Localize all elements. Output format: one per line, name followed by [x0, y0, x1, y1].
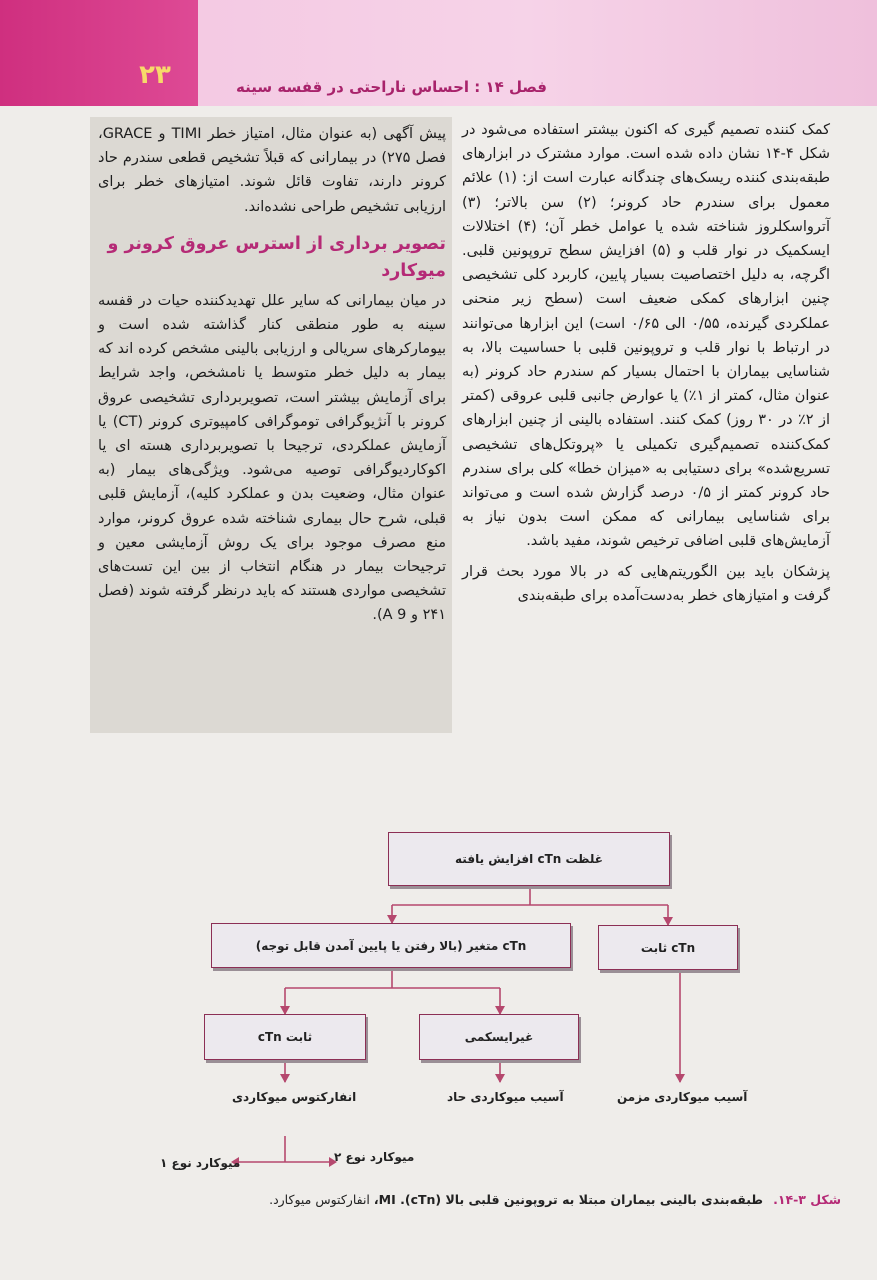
caption-text: طبقه‌بندی بالینی بیماران مبتلا به تروپونین قلبی بالا (cTn). MI، [373, 1192, 764, 1207]
flowchart-label-type2: میوکارد نوع ۲ [334, 1150, 415, 1164]
flowchart-box-nonischemic: غیرایسکمی [419, 1014, 579, 1060]
flowchart-box-stable-ctn: cTn ثابت [598, 925, 738, 970]
flowchart-label-chronic-injury: آسیب میوکاردی مزمن [617, 1090, 748, 1104]
flowchart-label-infarction: انفارکتوس میوکاردی [232, 1090, 357, 1104]
figure-number: شکل ۳-۱۴. [773, 1192, 841, 1207]
page-number: ۲۳ [139, 60, 171, 90]
flowchart-label-acute-injury: آسیب میوکاردی حاد [447, 1090, 564, 1104]
section-heading: تصویر برداری از استرس عروق کرونر و میوکارد [107, 233, 446, 281]
right-paragraph-2: پزشکان باید بین الگوریتم‌هایی که در بالا مورد بحث قرار گرفت و امتیازهای خطر به‌دست‌آمده برای طبقه‌بندی [462, 563, 830, 604]
caption-tail: انفارکتوس میوکارد. [269, 1192, 370, 1207]
left-paragraph-1: پیش آگهی (به عنوان مثال، امتیاز خطر TIMI و GRACE، فصل ۲۷۵) در بیمارانی که قبلاً تشخیص قطعی سندرم حاد کرونر دارند، تفاوت قائل شوند. امتیازهای خطر برای ارزیابی تشخیص طراحی نشده‌اند. [98, 126, 446, 215]
left-paragraph-2: در میان بیمارانی که سایر علل تهدیدکننده حیات در قفسه سینه به طور منطقی کنار گذاشته شده است و بیومارکرهای سریالی و ارزیابی بالینی مشخص کرده اند که بیمار به دلیل خطر متوسط یا نامشخص، واجد شرایط برای آزمایش بیشتر است، تصویربرداری تشخیصی عروق کرونر با آنژیوگرافی توموگرافی کامپیوتری کرونر (CT) یا آزمایش عملکردی، ترجیحا با تصویربرداری هسته ای یا اکوکاردیوگرافی توصیه می‌شود. ویژگی‌های بیمار (به عنوان مثال، وضعیت بدن و عملکرد کلیه)، آزمایش قلبی قبلی، شرح حال بیماری شناخته شده عروق کرونر، موارد منع مصرف موجود برای یک روش آزمایشی معین و ترجیحات بیمار در هنگام انتخاب از بین این تست‌های تشخیصی مواردی هستند که باید درنظر گرفته شوند (فصل ۲۴۱ و A 9). [98, 292, 446, 624]
flowchart-box-elevated-ctn: غلظت cTn افزایش یافته [388, 832, 670, 886]
chapter-title: فصل ۱۴ : احساس ناراحتی در قفسه سینه [236, 78, 547, 96]
flowchart-box-stable-ctn-2: ثابت cTn [204, 1014, 366, 1060]
flowchart-label-type1: میوکارد نوع ۱ [160, 1156, 241, 1170]
right-paragraph-1: کمک کننده تصمیم گیری که اکنون بیشتر استفاده می‌شود در شکل ۴-۱۴ نشان داده شده است. موارد مشترک در ابزارهای طبقه‌بندی کننده ریسک‌های چندگانه عبارت است از: (۱) علائم معمول برای سندرم حاد کرونر؛ (۲) سن بالاتر؛ (۳) آترواسکلروز شناخته شده یا عوامل خطر آن؛ (۴) اختلالات ایسکمیک در نوار قلب و (۵) افزایش سطح تروپونین قلبی. اگرچه، به دلیل اختصاصیت بسیار پایین، کاربرد کلی تشخیصی چنین ابزارهای کمکی ضعیف است (سطح زیر منحنی عملکردی گیرنده، ۰/۵۵ الی ۰/۶۵ است) این ابزارها می‌توانند در ارتباط با نوار قلب و تروپونین قلبی با حساسیت بالا، به شناسایی بیماران با احتمال بسیار کم سندرم حاد کرونر (به عنوان مثال، کمتر از ۱٪) یا عوارض جانبی قلبی عروقی (کمتر از ۲٪ در ۳۰ روز) کمک کنند. استفاده بالینی از چنین ابزارهای کمک‌کننده تصمیم‌گیری تکمیلی یا «پروتکل‌های تشخیصی تسریع‌شده» برای دستیابی به «میزان خطا» کلی برای سندرم حاد کرونر کمتر از ۰/۵ درصد گزارش شده است و می‌تواند برای شناسایی بیمارانی که ممکن است بدون نیاز به آزمایش‌های قلبی اضافی ترخیص شوند، مفید باشد. [462, 122, 831, 550]
flowchart-box-variable-ctn: cTn متغیر (بالا رفتن یا پایین آمدن قابل توجه) [211, 923, 571, 968]
figure-caption [269, 1192, 841, 1207]
